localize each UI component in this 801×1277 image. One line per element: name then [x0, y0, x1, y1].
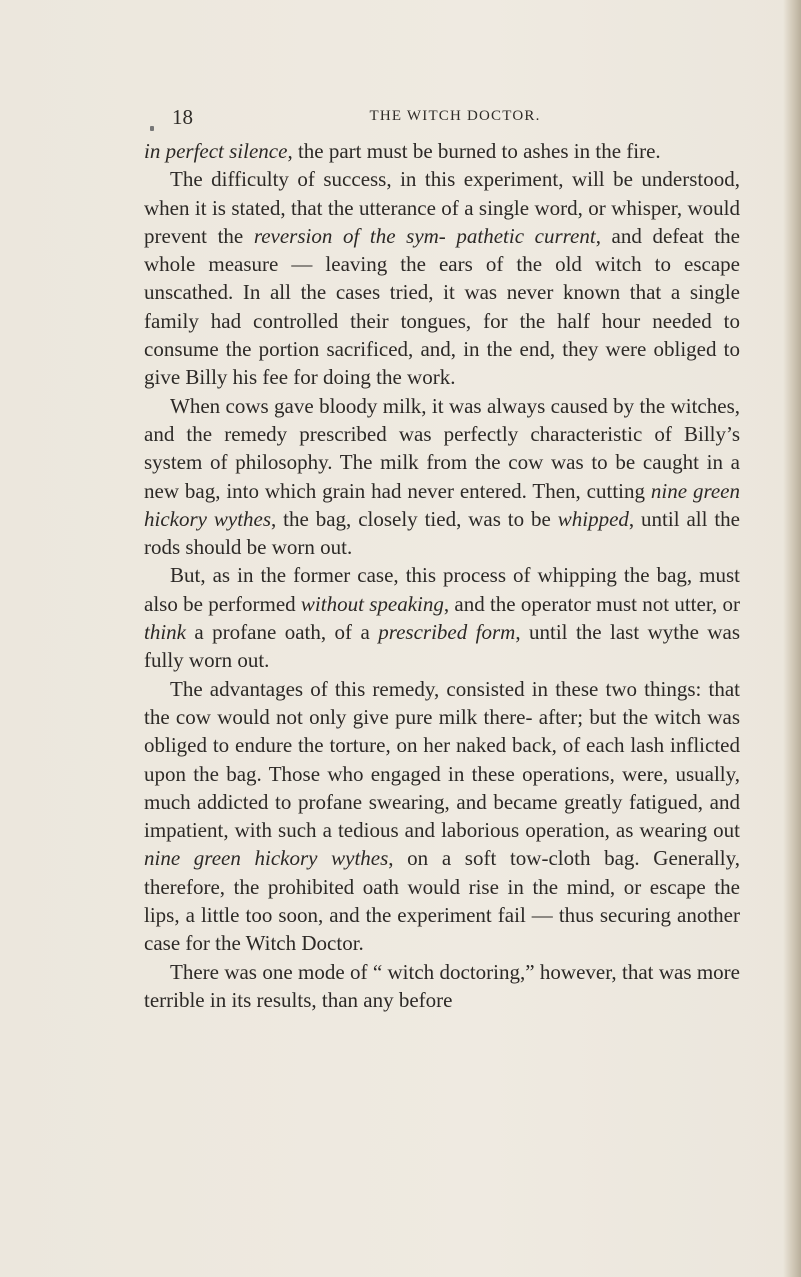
paragraph-2	[144, 165, 740, 391]
text-run: But, as in the former case, this process of whipping the bag, must also be performed	[144, 563, 740, 616]
italic-phrase: whipped	[557, 506, 629, 531]
body-text	[144, 137, 740, 1014]
text-run: a profane oath, of a	[186, 620, 379, 645]
text-run: , the bag, closely tied, was to be	[271, 506, 558, 531]
paragraph-1	[144, 137, 740, 165]
running-title: THE WITCH DOCTOR.	[369, 108, 541, 124]
page-edge-shadow	[783, 0, 801, 1277]
italic-phrase: without speaking	[300, 591, 444, 616]
text-run: , and the operator must not utter, or	[443, 591, 740, 616]
text-run: , the part must be burned to ashes in the fire.	[287, 139, 661, 163]
text-run: When cows gave bloody milk, it was always caused by the witches, and the remedy prescribed was perfectly characteristic of Billy’s system of philosophy. The milk from the cow was to be caught in a new bag, into which grain had never entered. Then, cutting	[144, 393, 740, 503]
text-run: The difficulty of success, in this experiment, will be understood, when it is stated, that the utterance of a single word, or whisper, would prevent the	[144, 167, 740, 248]
italic-phrase: in perfect silence	[144, 139, 288, 163]
italic-phrase: reversion of the sym- pathetic current	[253, 223, 596, 248]
text-run: , on a soft tow-cloth bag. Generally, therefore, the prohibited oath would rise in the mind, or escape the lips, a little too soon, and the experiment fail — thus securing another case for the Witch Doctor.	[144, 846, 740, 956]
paragraph-5	[144, 675, 740, 958]
italic-phrase: nine green hickory wythes	[144, 478, 740, 531]
text-run: , and defeat the whole measure — leaving the ears of the old witch to escape unscathed. In all the cases tried, it was never known that a single family had controlled their tongues, for the half hour needed to consume the portion sacrificed, and, in the end, they were obliged to give Billy his fee for doing the work.	[144, 223, 740, 390]
italic-phrase: prescribed form	[378, 620, 516, 645]
paragraph-4	[144, 561, 740, 674]
text-run: There was one mode of “ witch doctoring,” however, that was more terrible in its results, than any before	[144, 959, 740, 1012]
paragraph-6	[144, 958, 740, 1015]
margin-mark	[150, 126, 154, 131]
page-header	[172, 105, 732, 131]
italic-phrase: nine green hickory wythes	[144, 846, 389, 871]
paragraph-3	[144, 392, 740, 562]
text-run: , until all the rods should be worn out.	[144, 506, 740, 560]
italic-phrase: think	[144, 620, 186, 645]
text-run: , until the last wythe was fully worn out.	[144, 620, 740, 673]
text-run: The advantages of this remedy, consisted in these two things: that the cow would not only give pure milk there- after; but the witch was obliged to endure the torture, on her naked back, of each lash inflicted upon the bag. Those who engaged in these operations, were, usually, much addicted to profane swearing, and became greatly fatigued, and impatient, with such a tedious and laborious operation, as wearing out	[144, 676, 740, 843]
page-number: 18	[172, 105, 193, 129]
